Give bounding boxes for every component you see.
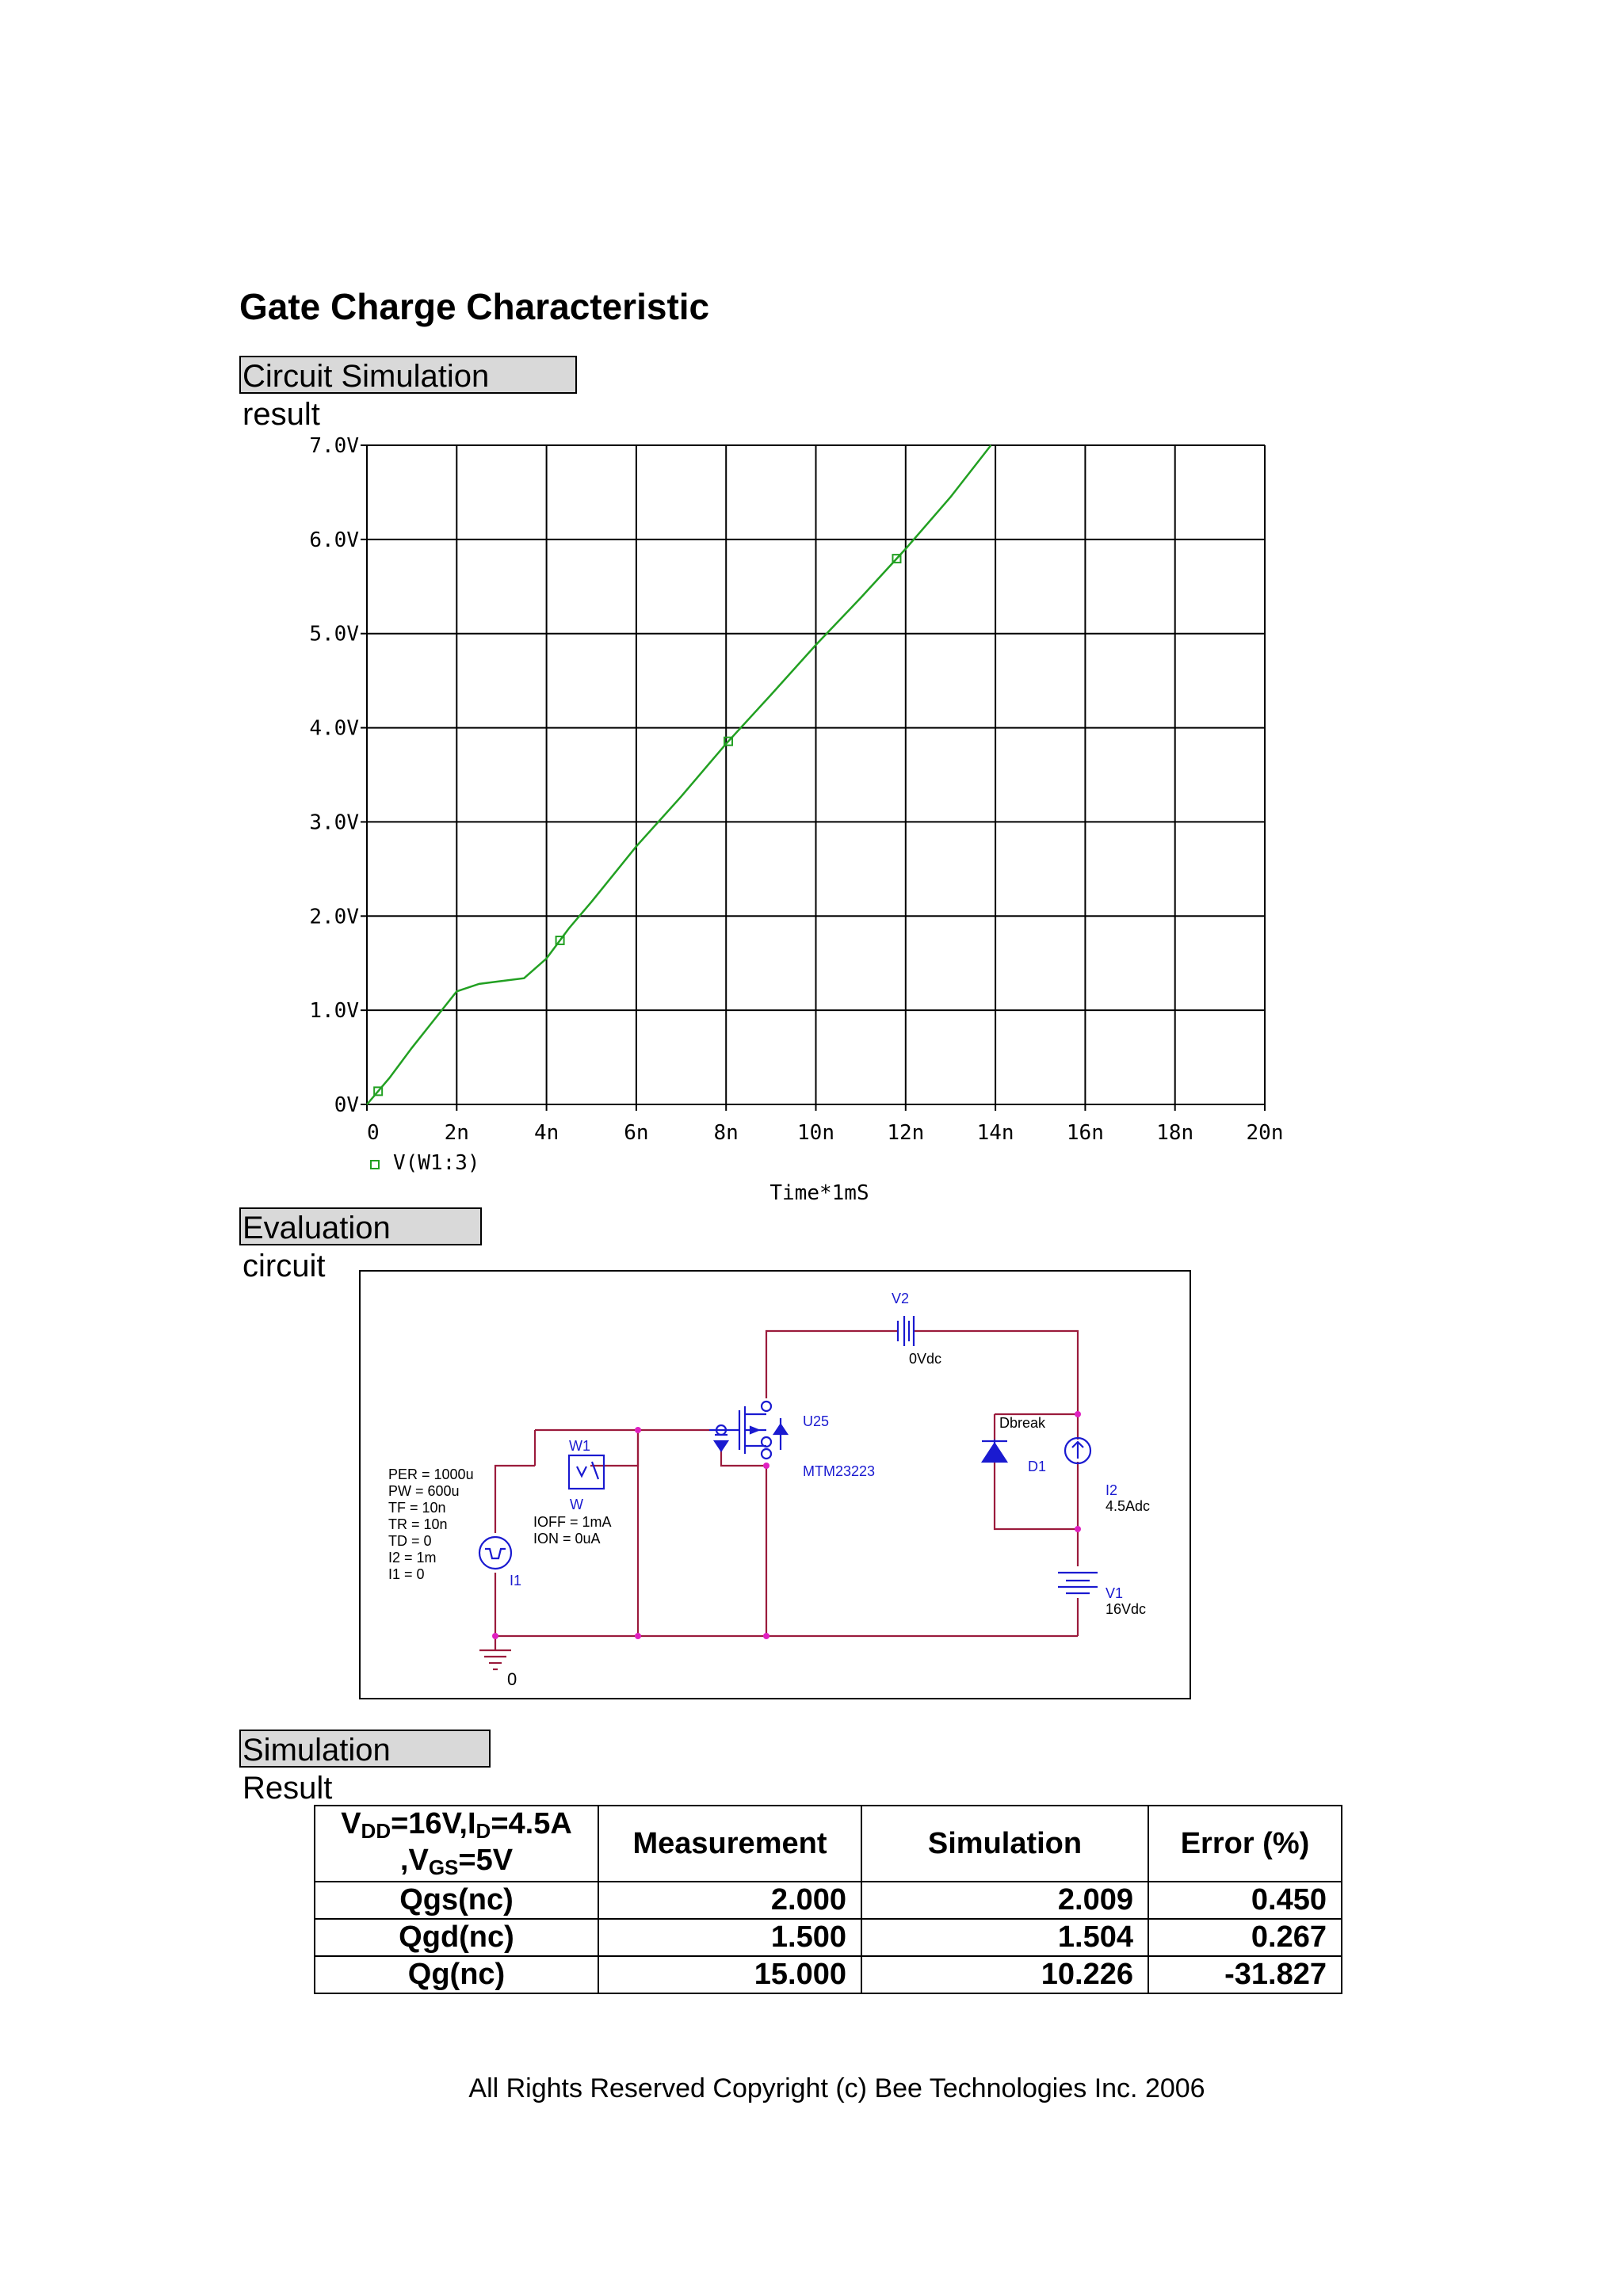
svg-text:PW = 600u: PW = 600u <box>388 1483 460 1499</box>
ground-label: 0 <box>507 1669 517 1689</box>
gate-charge-chart <box>238 412 1284 1212</box>
y-tick-label: 7.0V <box>309 434 359 458</box>
w-label: W <box>570 1497 583 1512</box>
u25-label: U25 <box>803 1413 830 1429</box>
svg-text:I1 = 0: I1 = 0 <box>388 1566 425 1582</box>
svg-text:PER = 1000u: PER = 1000u <box>388 1466 474 1482</box>
y-tick-label: 4.0V <box>309 716 359 741</box>
switch-w1-icon <box>569 1455 604 1489</box>
diode-d1-icon <box>982 1440 1007 1462</box>
page-title: Gate Charge Characteristic <box>239 286 710 327</box>
v2-value: 0Vdc <box>909 1351 942 1367</box>
x-tick-label: 18n <box>1156 1121 1194 1145</box>
table-header-condition: $V_{DD}=16V,I_D=4.5A$ $,V_{GS}=5V$ <box>315 1806 598 1882</box>
y-tick-label: 1.0V <box>309 999 359 1024</box>
table-row: Qg(nc) 15.000 10.226 -31.827 <box>315 1956 1342 1993</box>
section-label-result: Simulation Result <box>239 1730 491 1768</box>
y-tick-label: 6.0V <box>309 528 359 552</box>
d1-label: D1 <box>1028 1459 1047 1474</box>
v1-value: 16Vdc <box>1106 1601 1147 1617</box>
copyright-footer: All Rights Reserved Copyright (c) Bee Technologies Inc. 2006 <box>468 2073 1205 2103</box>
x-tick-label: 8n <box>713 1121 739 1145</box>
x-tick-label: 12n <box>887 1121 925 1145</box>
table-header-error: Error (%) <box>1148 1806 1342 1882</box>
svg-text:TD = 0: TD = 0 <box>388 1533 432 1549</box>
w-ioff: IOFF = 1mA <box>533 1514 612 1530</box>
table-header-simulation: Simulation <box>861 1806 1148 1882</box>
w1-label: W1 <box>569 1438 590 1454</box>
i1-label: I1 <box>510 1573 522 1589</box>
pulse-source-i1-icon <box>479 1537 511 1569</box>
legend-marker <box>371 1161 379 1169</box>
section-label-evaluation: Evaluation circuit <box>239 1207 482 1245</box>
ground-icon <box>479 1636 511 1669</box>
section-label-simulation: Circuit Simulation result <box>239 356 577 394</box>
series-line <box>367 445 991 1104</box>
i2-label: I2 <box>1106 1482 1118 1498</box>
table-row: Qgd(nc) 1.500 1.504 0.267 <box>315 1919 1342 1956</box>
mosfet-u25-icon <box>709 1402 787 1459</box>
svg-text:I2 = 1m: I2 = 1m <box>388 1550 437 1566</box>
simulation-result-table <box>314 1805 1342 1994</box>
legend-label: V(W1:3) <box>393 1151 480 1175</box>
x-tick-label: 2n <box>444 1121 469 1145</box>
v2-source-icon <box>898 1316 914 1346</box>
y-tick-label: 0V <box>334 1093 359 1117</box>
x-tick-label: 4n <box>533 1121 559 1145</box>
y-tick-label: 5.0V <box>309 622 359 646</box>
x-tick-label: 0 <box>367 1121 380 1145</box>
y-tick-label: 2.0V <box>309 905 359 929</box>
x-tick-label: 6n <box>624 1121 649 1145</box>
v1-label: V1 <box>1106 1585 1124 1601</box>
i2-value: 4.5Adc <box>1106 1498 1151 1514</box>
svg-text:TF = 10n: TF = 10n <box>388 1500 446 1516</box>
v1-source-icon <box>1058 1573 1098 1593</box>
current-source-i2-icon <box>1065 1438 1090 1463</box>
x-tick-label: 20n <box>1246 1121 1284 1145</box>
x-axis-label: Time*1mS <box>769 1181 869 1205</box>
x-tick-label: 14n <box>976 1121 1014 1145</box>
u25-part: MTM23223 <box>803 1463 876 1479</box>
svg-text:TR = 10n: TR = 10n <box>388 1516 448 1532</box>
x-tick-label: 10n <box>797 1121 834 1145</box>
v2-label: V2 <box>892 1291 910 1306</box>
dbreak-label: Dbreak <box>999 1415 1046 1431</box>
circuit-schematic <box>361 1272 1190 1698</box>
x-tick-label: 16n <box>1066 1121 1104 1145</box>
w-ion: ION = 0uA <box>533 1531 601 1547</box>
table-row: Qgs(nc) 2.000 2.009 0.450 <box>315 1882 1342 1919</box>
i1-params <box>388 1466 474 1582</box>
evaluation-circuit <box>359 1270 1191 1699</box>
table-header-measurement: Measurement <box>598 1806 861 1882</box>
y-tick-label: 3.0V <box>309 810 359 835</box>
